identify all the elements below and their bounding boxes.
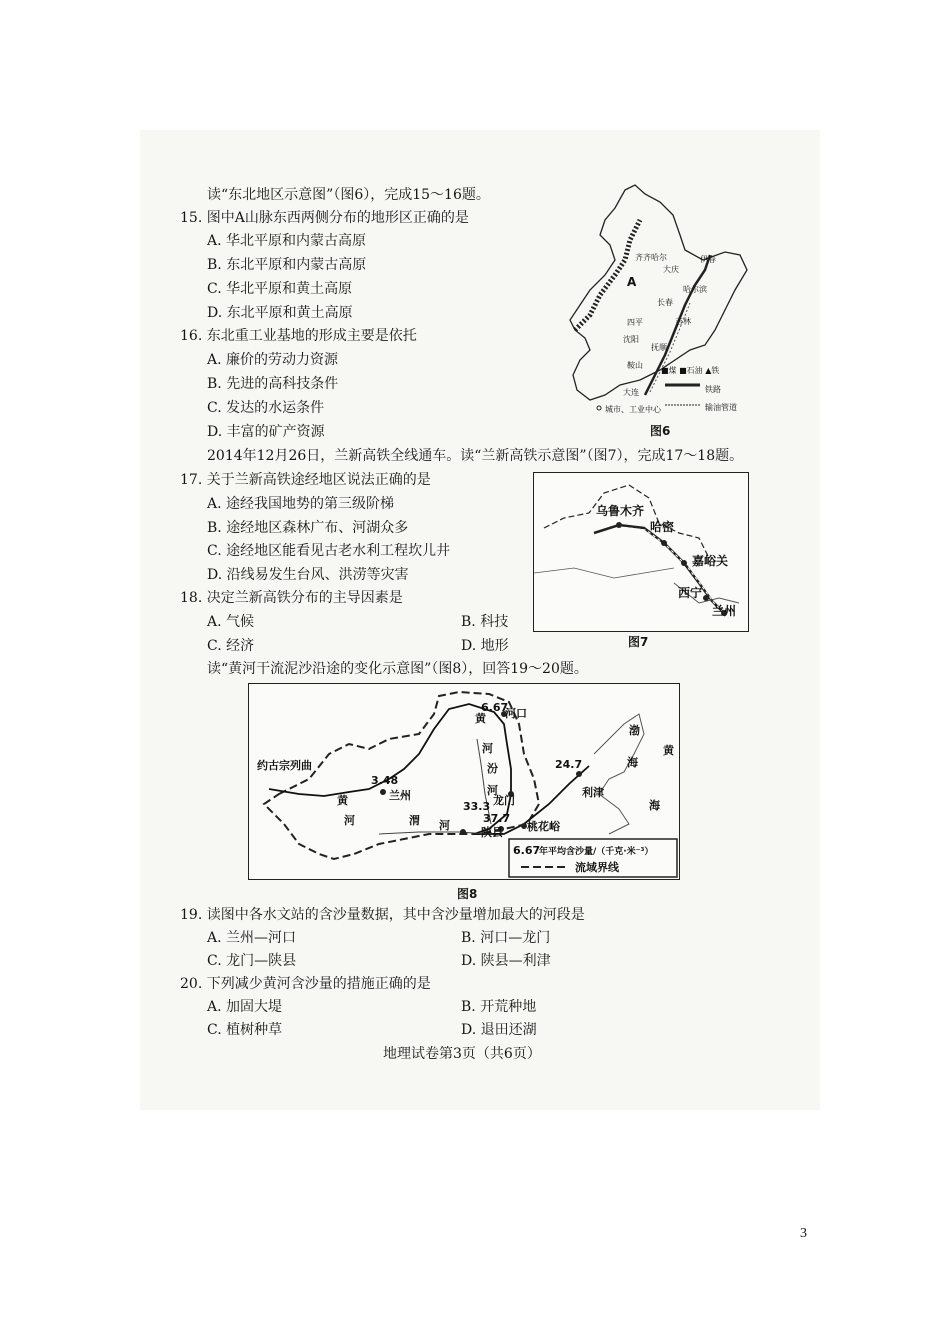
figure-7-caption: 图7: [628, 635, 649, 649]
fig8-legend-text: 年平均含沙量/（千克·米⁻³）: [539, 847, 654, 857]
q18-option-b: B. 科技: [461, 614, 509, 630]
q15-option-b: B. 东北平原和内蒙古高原: [207, 257, 367, 273]
fig6-city-siping: 四平: [627, 318, 643, 327]
fig8-label-bo: 渤: [629, 724, 640, 737]
q20-option-a: A. 加固大堤: [207, 999, 283, 1015]
q16-option-b: B. 先进的高科技条件: [207, 376, 339, 392]
figure-6-caption: 图6: [650, 424, 671, 438]
figure-8-caption: 图8: [457, 887, 478, 901]
fig8-value-hekou: 6.67: [481, 701, 509, 714]
fig8-value-shanxian: 37.7: [483, 812, 511, 825]
question-19: 19. 读图中各水文站的含沙量数据，其中含沙量增加最大的河段是: [180, 907, 585, 923]
fig6-city-shenyang: 沈阳: [623, 335, 639, 344]
fig6-city-daqing: 大庆: [663, 265, 679, 274]
fig8-value-longmen: 33.3: [463, 800, 491, 813]
fig6-legend-resources: ■煤 ■石油 ▲铁: [661, 366, 720, 375]
fig8-place-longmen: 龙门: [493, 794, 515, 807]
q17-option-c: C. 途经地区能看见古老水利工程坎儿井: [207, 543, 451, 559]
fig8-value-lijin: 24.7: [555, 758, 583, 771]
fig8-place-taohuayu: 桃花峪: [527, 820, 560, 833]
q19-option-c: C. 龙门—陕县: [207, 953, 297, 969]
q20-option-b: B. 开荒种地: [461, 999, 537, 1015]
question-18: 18. 决定兰新高铁分布的主导因素是: [180, 590, 403, 606]
fig6-legend-railway: 铁路: [705, 385, 721, 394]
q19-option-a: A. 兰州—河口: [207, 930, 297, 946]
fig8-label-huang1: 黄: [475, 712, 486, 725]
fig6-city-anshan: 鞍山: [627, 361, 643, 370]
page-number: 3: [800, 1226, 807, 1241]
q18-option-a: A. 气候: [207, 614, 255, 630]
q16-option-a: A. 廉价的劳动力资源: [207, 352, 339, 368]
fig6-city-fushun: 抚顺: [651, 343, 667, 352]
q15-option-a: A. 华北平原和内蒙古高原: [207, 233, 367, 249]
fig8-label-hai1: 海: [627, 756, 638, 769]
fig8-place-lijin: 利津: [582, 786, 604, 799]
q17-option-d: D. 沿线易发生台风、洪涝等灾害: [207, 567, 409, 583]
fig8-label-he4: 河: [439, 819, 450, 832]
fig6-city-changchun: 长春: [657, 298, 673, 307]
fig8-label-hai2: 海: [649, 799, 660, 812]
fig8-label-fen1: 汾: [487, 762, 498, 775]
intro-figure8: 读“黄河干流泥沙沿途的变化示意图”（图8），回答19～20题。: [207, 661, 588, 677]
question-16: 16. 东北重工业基地的形成主要是依托: [180, 328, 417, 344]
q16-option-c: C. 发达的水运条件: [207, 400, 325, 416]
fig8-place-shanxian: 陕县: [481, 826, 503, 839]
question-17: 17. 关于兰新高铁途经地区说法正确的是: [180, 472, 431, 488]
fig6-city-harbin: 哈尔滨: [683, 285, 707, 294]
fig8-label-huang2: 黄: [337, 794, 348, 807]
fig6-city-dalian: 大连: [623, 388, 639, 397]
fig7-city-xining: 西宁: [678, 586, 703, 600]
q16-option-d: D. 丰富的矿产资源: [207, 424, 325, 440]
fig8-legend-boundary: 流域界线: [575, 861, 619, 874]
fig8-label-he1: 河: [482, 742, 493, 755]
fig6-legend-city-symbol: [597, 406, 601, 410]
intro-figure7: 2014年12月26日，兰新高铁全线通车。读“兰新高铁示意图”（图7），完成17～18题。: [207, 448, 744, 464]
fig7-city-jiayuguan: 嘉峪关: [692, 554, 729, 568]
intro-figure6: 读“东北地区示意图”（图6），完成15～16题。: [207, 187, 490, 203]
fig6-legend-pipeline: 输油管道: [705, 403, 737, 412]
q19-option-b: B. 河口—龙门: [461, 930, 551, 946]
fig8-place-hekou: 河口: [505, 707, 527, 720]
fig6-mountain-a: A: [627, 275, 637, 289]
fig8-place-yuegu: 约古宗列曲: [257, 759, 312, 772]
fig7-city-lanzhou: 兰州: [712, 604, 737, 618]
fig7-city-hami: 哈密: [650, 520, 675, 534]
q18-option-c: C. 经济: [207, 638, 255, 654]
fig6-city-qiqihar: 齐齐哈尔: [635, 253, 667, 262]
fig8-label-huang3: 黄: [663, 744, 674, 757]
fig7-city-urumqi: 乌鲁木齐: [596, 504, 645, 518]
fig8-value-lanzhou: 3.48: [371, 774, 399, 787]
q15-option-c: C. 华北平原和黄土高原: [207, 281, 353, 297]
figure-8-yellow-river-map: [248, 683, 680, 880]
question-15: 15. 图中A山脉东西两侧分布的地形区正确的是: [180, 210, 469, 226]
fig8-label-he3: 河: [344, 814, 355, 827]
q17-option-a: A. 途经我国地势的第三级阶梯: [207, 496, 395, 512]
q19-option-d: D. 陕县—利津: [461, 953, 551, 969]
q17-option-b: B. 途经地区森林广布、河湖众多: [207, 520, 409, 536]
fig6-city-yichun: 伊春: [700, 255, 716, 264]
q20-option-c: C. 植树种草: [207, 1022, 283, 1038]
fig8-label-wei: 渭: [409, 814, 420, 827]
q18-option-d: D. 地形: [461, 638, 509, 654]
fig8-label-he2: 河: [487, 784, 498, 797]
page-footer: 地理试卷第3页（共6页）: [383, 1046, 541, 1062]
fig8-place-lanzhou: 兰州: [389, 789, 411, 802]
q15-option-d: D. 东北平原和黄土高原: [207, 305, 353, 321]
fig6-legend-city: 城市、工业中心: [605, 405, 661, 414]
fig6-city-jilin: 吉林: [675, 317, 691, 326]
figure-7-lanxin-railway-map: [533, 472, 749, 632]
q20-option-d: D. 退田还湖: [461, 1022, 537, 1038]
question-20: 20. 下列减少黄河含沙量的措施正确的是: [180, 976, 431, 992]
fig8-legend-sample: 6.67: [513, 844, 541, 857]
figure-6-northeast-map: [565, 180, 755, 418]
